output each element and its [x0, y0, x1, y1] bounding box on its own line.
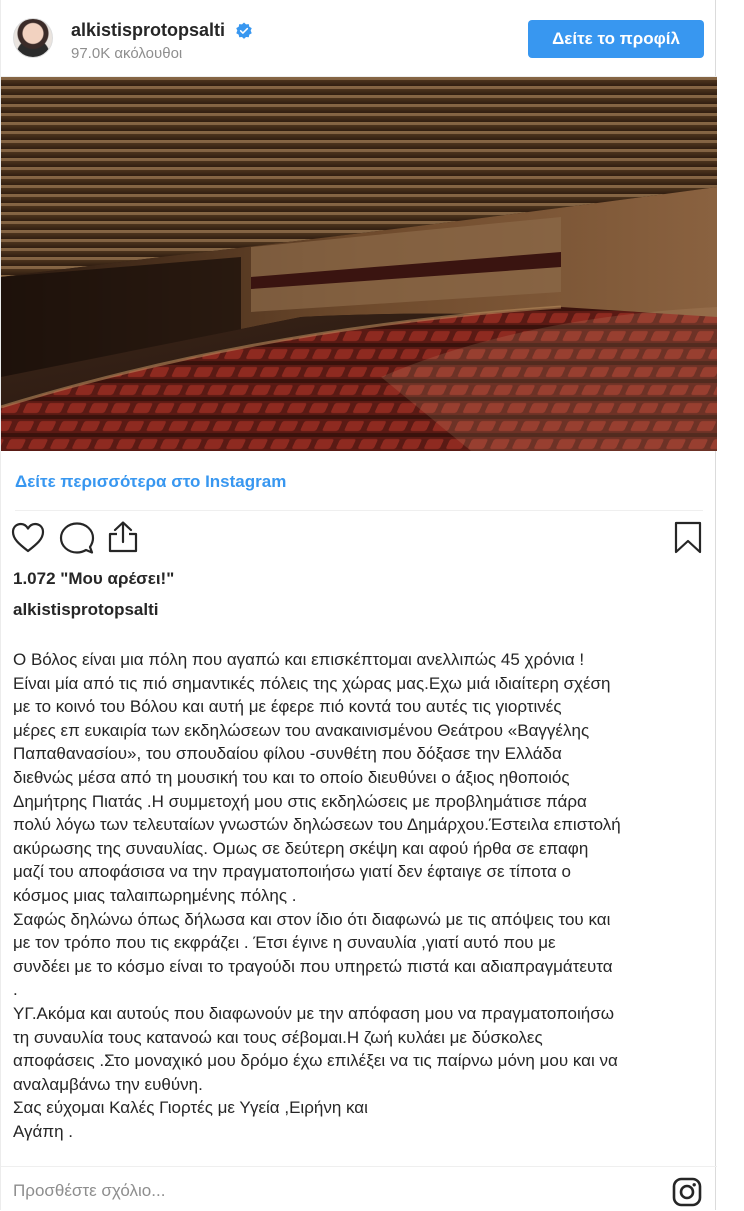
- caption-line: μέρες επ ευκαιρία των εκδηλώσεων του ανακαινισμένου Θεάτρου «Βαγγέλης: [13, 720, 590, 740]
- caption-line: τη συναυλία τους κατανοώ και τους σέβομαι.Η ζωή κυλάει με δύσκολες: [13, 1027, 543, 1047]
- caption-line: διεθνώς μέσα από τη μουσική του και το οποίο διευθύνει ο άξιος ηθοποιός: [13, 767, 570, 787]
- caption-line: Δημήτρης Πιατάς .Η συμμετοχή μου στις εκδηλώσεις με προβλημάτισε πάρα: [13, 791, 587, 811]
- post-header: [1, 0, 717, 77]
- caption-line: Σαφώς δηλώνω όπως δήλωσα και στον ίδιο ότι διαφωνώ με τις απόψεις του και: [13, 909, 611, 929]
- avatar[interactable]: [13, 18, 53, 58]
- followers-count: 97.0K ακόλουθοι: [71, 45, 183, 62]
- caption-line: με τον τρόπο που τις εκφράζει . Έτσι έγινε η συναυλία ,γιατί αυτό που με: [13, 933, 556, 953]
- caption-line: Σας εύχομαι Καλές Γιορτές με Υγεία ,Ειρήνη και: [13, 1098, 368, 1118]
- comment-bar: [1, 1166, 717, 1211]
- view-profile-button[interactable]: Δείτε το προφίλ: [528, 20, 704, 58]
- divider: [15, 510, 703, 511]
- caption-line: ΥΓ.Ακόμα και αυτούς που διαφωνούν με την απόφαση μου να πραγματοποιήσω: [13, 1003, 615, 1023]
- caption-line: Είναι μία από τις πιό σημαντικές πόλεις της χώρας μας.Εχω μιά ιδιαίτερη σχέση: [13, 673, 611, 693]
- heart-icon[interactable]: [11, 522, 45, 554]
- caption-line: συνδέει με το κόσμο είναι το τραγούδι που υπηρετώ πιστά και αδιαπραγμάτευτα: [13, 956, 613, 976]
- caption-line: Παπαθανασίου», του σπουδαίου φίλου -συνθέτη που δόξασε την Ελλάδα: [13, 744, 562, 764]
- caption-line: κόσμος μιας ταλαιπωρημένης πόλης .: [13, 885, 297, 905]
- theater-photo: [1, 77, 717, 451]
- caption-line: αποφάσεις .Στο μοναχικό μου δρόμο έχω επιλέξει να τις παίρνω μόνη μου και να: [13, 1051, 618, 1071]
- caption-line: Αγάπη .: [13, 1121, 73, 1141]
- caption-line: πολύ λόγω των τελευταίων γνωστών δηλώσεων του Δημάρχου.Έστειλα επιστολή: [13, 815, 621, 835]
- add-comment-input[interactable]: Προσθέστε σχόλιο...: [13, 1181, 166, 1200]
- post-image[interactable]: [1, 77, 717, 451]
- comment-icon[interactable]: [59, 521, 95, 555]
- caption-line: με το κοινό του Βόλου και αυτή με έφερε πιό κοντά του αυτές τις γιορτινές: [13, 697, 562, 717]
- likes-count[interactable]: 1.072 "Μου αρέσει!": [13, 569, 175, 588]
- see-more-instagram-link[interactable]: Δείτε περισσότερα στο Instagram: [15, 472, 287, 491]
- caption-line: ακύρωσης της συναυλίας. Ομως σε δεύτερη σκέψη και αφού ήρθα σε επαφη: [13, 838, 589, 858]
- post-caption: [13, 648, 713, 1143]
- caption-line: .: [13, 980, 18, 1000]
- caption-line: Ο Βόλος είναι μια πόλη που αγαπώ και επισκέπτομαι ανελλιπώς 45 χρόνια !: [13, 650, 585, 669]
- instagram-icon[interactable]: [672, 1177, 702, 1207]
- caption-line: μαζί του αποφάσισα να την πραγματοποιήσω γιατί δεν έφταιγε σε τίποτα ο: [13, 862, 571, 882]
- verified-icon: [235, 22, 253, 40]
- username-link[interactable]: alkistisprotopsalti: [71, 20, 226, 40]
- share-icon[interactable]: [107, 520, 139, 554]
- caption-line: αναλαμβάνω την ευθύνη.: [13, 1074, 203, 1094]
- caption-author[interactable]: alkistisprotopsalti: [13, 600, 159, 619]
- bookmark-icon[interactable]: [674, 521, 702, 555]
